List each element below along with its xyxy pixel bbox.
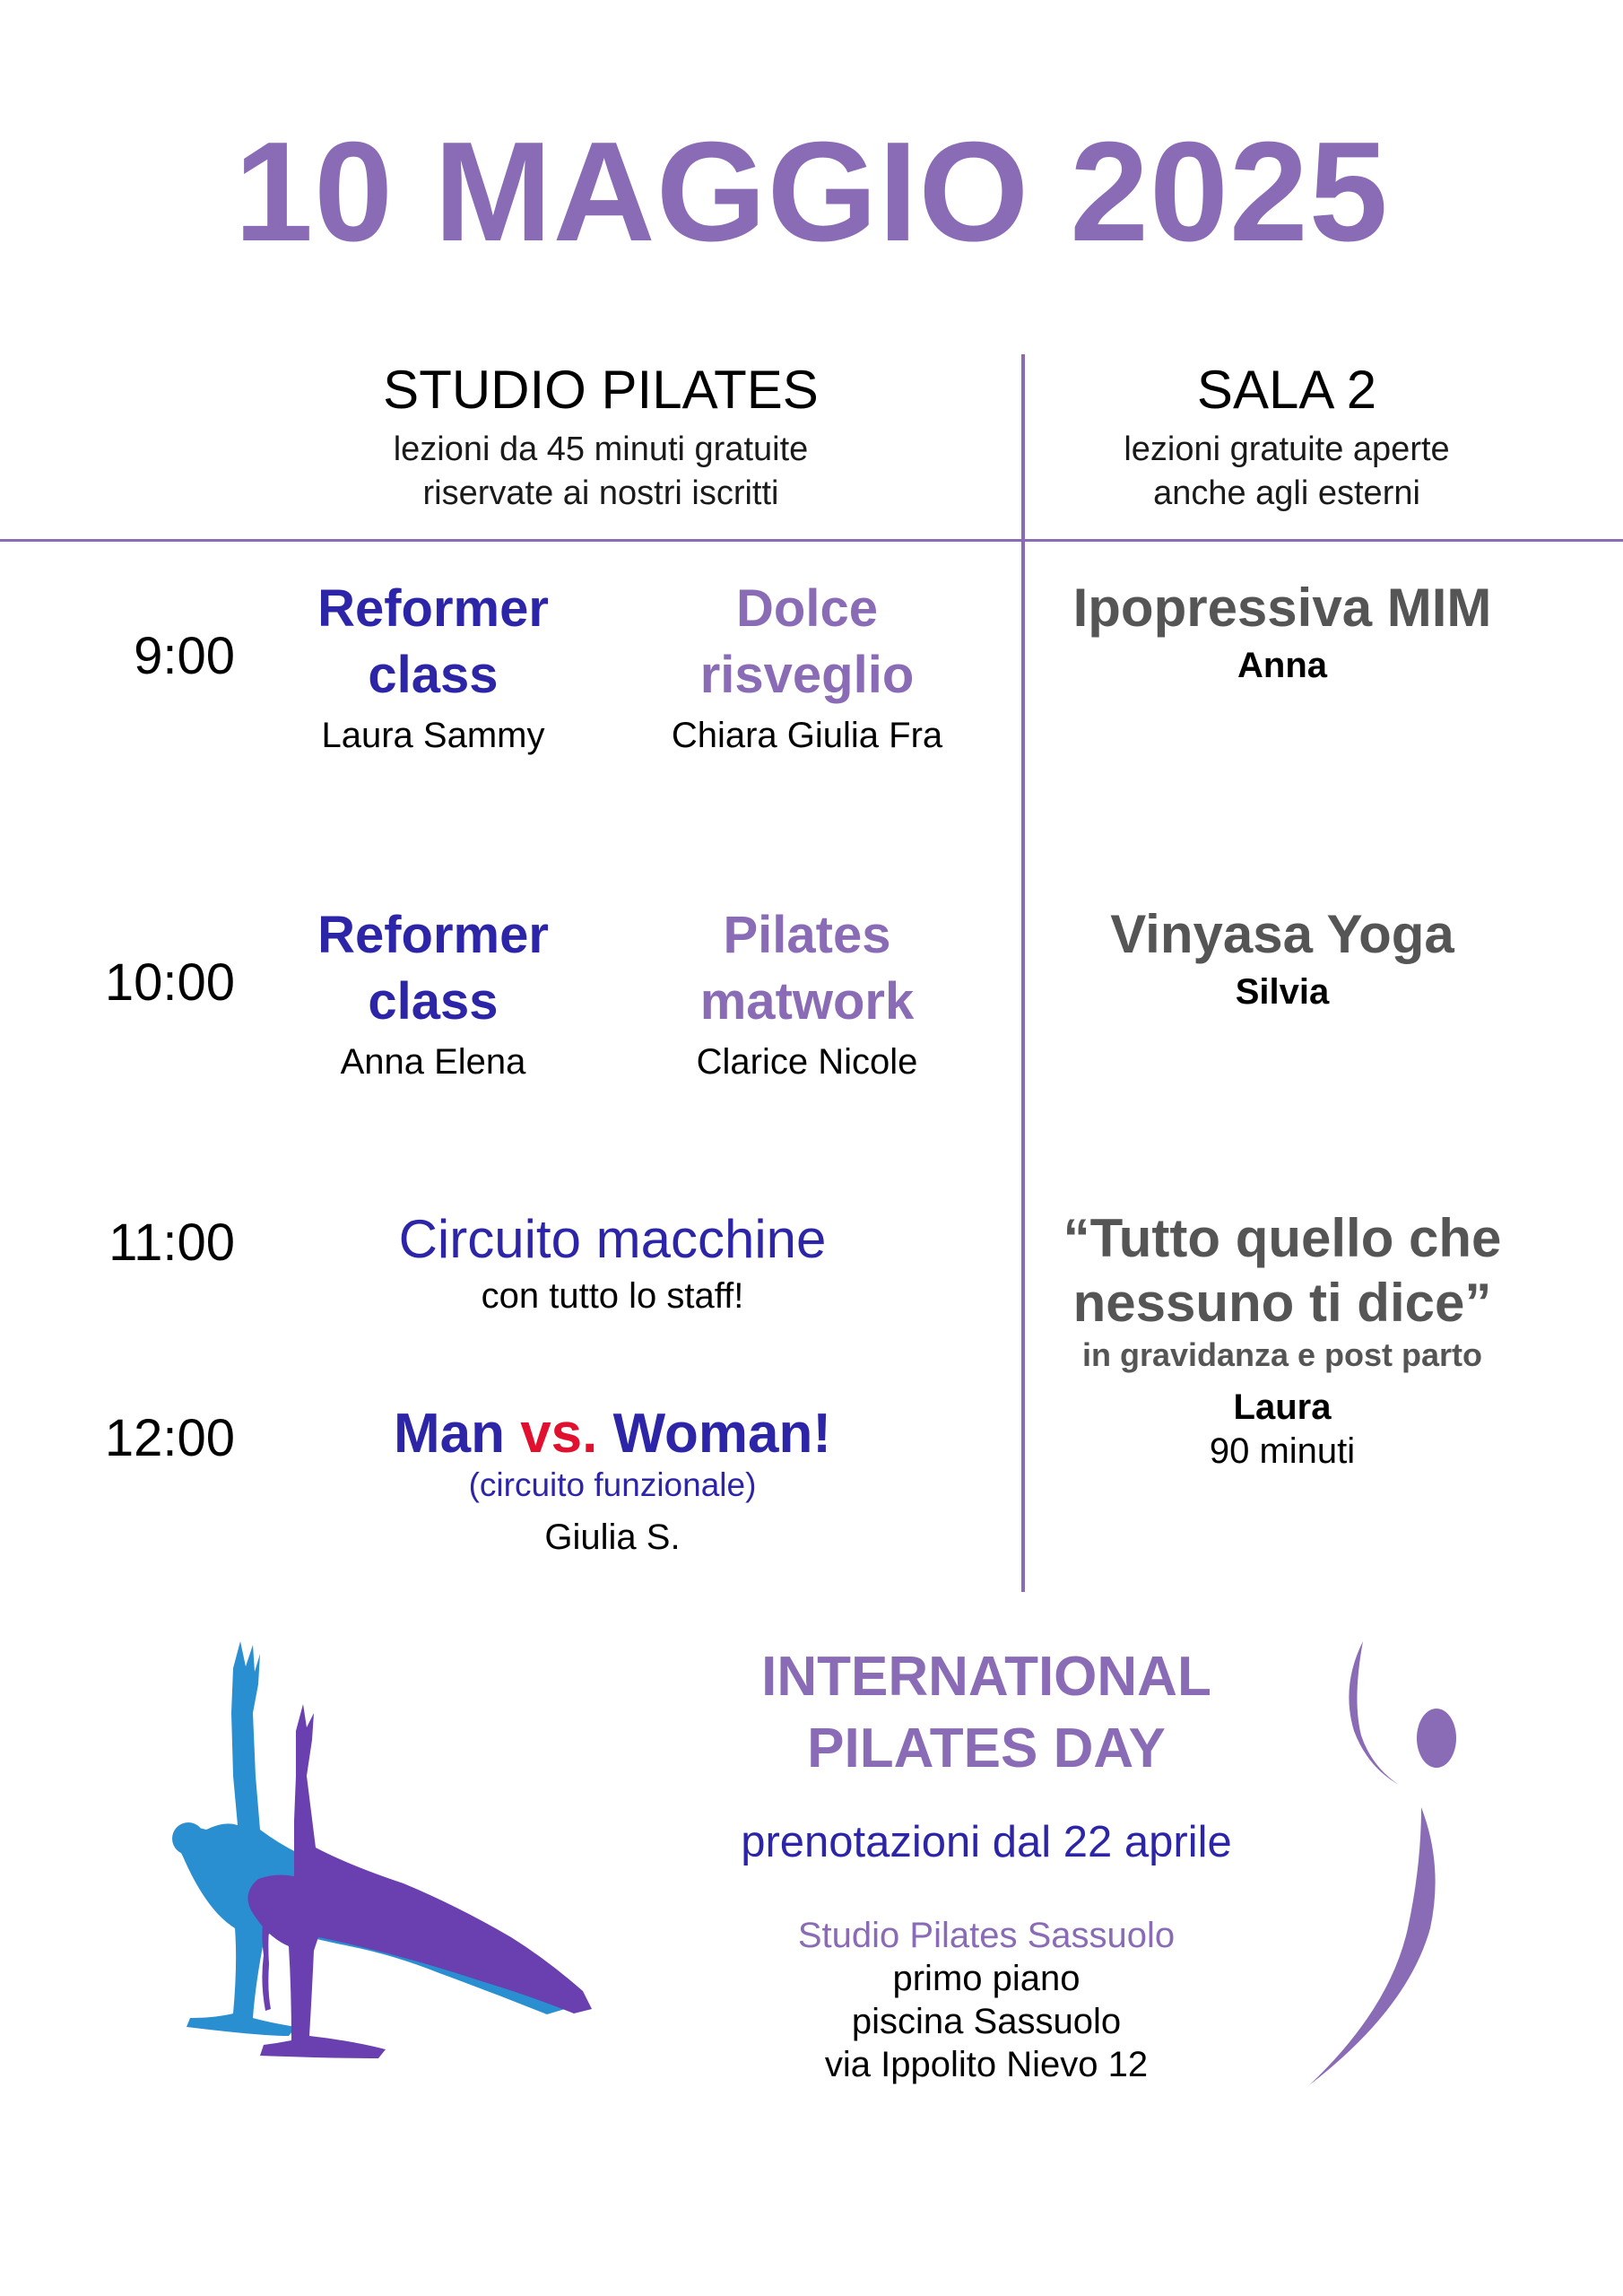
class-pilates-matwork xyxy=(628,902,986,1084)
address-line2: piscina Sassuolo xyxy=(851,2001,1122,2041)
class-dolce-risveglio xyxy=(628,576,986,758)
sala-heading: SALA 2 xyxy=(1196,360,1377,420)
address-line1: primo piano xyxy=(892,1958,1081,1998)
class-title-line1: Reformer xyxy=(317,906,549,964)
class-teacher: Anna Elena xyxy=(340,1042,526,1082)
class-reformer-10 xyxy=(254,902,612,1084)
booking-info: prenotazioni dal 22 aprile xyxy=(741,1818,1232,1866)
logo-upper-arc xyxy=(1349,1641,1399,1785)
class-title-line2: risveglio xyxy=(699,646,915,704)
address-line3: via Ippolito Nievo 12 xyxy=(824,2044,1149,2084)
sala-header xyxy=(1031,360,1542,516)
class-teacher: Chiara Giulia Fra xyxy=(671,716,943,755)
sala-sub-line1: lezioni gratuite aperte xyxy=(1124,430,1450,468)
event-info xyxy=(664,1641,1309,2086)
studio-heading: STUDIO PILATES xyxy=(383,360,819,420)
class-title-line2: class xyxy=(368,972,499,1031)
class-teacher: Giulia S. xyxy=(544,1518,681,1557)
sala-class-duration: 90 minuti xyxy=(1209,1431,1356,1471)
horizontal-divider xyxy=(0,539,1623,542)
sala-class-title-line1: “Tutto quello che xyxy=(1063,1208,1502,1268)
logo-dot xyxy=(1417,1709,1456,1768)
class-teacher: Laura Sammy xyxy=(321,716,545,755)
class-teacher: Clarice Nicole xyxy=(696,1042,918,1082)
class-title-line1: Dolce xyxy=(736,579,878,638)
sala-class-title: Ipopressiva MIM xyxy=(1072,578,1492,638)
class-title-line2: class xyxy=(368,646,499,704)
sala-class-teacher: Silvia xyxy=(1235,972,1330,1012)
sala-class-gravidanza xyxy=(1027,1206,1538,1474)
class-title-part3: Woman! xyxy=(612,1403,832,1465)
class-title: Circuito macchine xyxy=(398,1209,827,1269)
studio-sub-line1: lezioni da 45 minuti gratuite xyxy=(393,430,809,468)
sala-class-title-line2: nessuno ti dice” xyxy=(1072,1273,1492,1333)
pilates-figures-illustration xyxy=(170,1641,619,2099)
time-9: 9:00 xyxy=(134,627,235,685)
studio-name: Studio Pilates Sassuolo xyxy=(797,1915,1176,1955)
class-circuito-macchine xyxy=(254,1206,971,1318)
page-title: 10 MAGGIO 2025 xyxy=(234,113,1389,271)
studio-header xyxy=(242,360,959,516)
studio-sub-line2: riservate ai nostri iscritti xyxy=(422,474,779,512)
sala-class-ipopressiva xyxy=(1040,576,1524,688)
time-12: 12:00 xyxy=(104,1409,235,1467)
time-11: 11:00 xyxy=(108,1213,235,1272)
class-title-line2: matwork xyxy=(699,972,915,1031)
vertical-divider xyxy=(1021,354,1025,1592)
time-10: 10:00 xyxy=(104,953,235,1012)
studio-logo xyxy=(1255,1632,1471,2099)
class-title-line1: Reformer xyxy=(317,579,549,638)
sala-class-teacher: Anna xyxy=(1237,646,1327,685)
class-reformer-9 xyxy=(254,576,612,758)
event-title-line2: PILATES DAY xyxy=(807,1718,1166,1779)
class-subtitle: (circuito funzionale) xyxy=(468,1466,757,1503)
sala-class-vinyasa xyxy=(1040,902,1524,1014)
class-subtitle: con tutto lo staff! xyxy=(481,1276,744,1316)
sala-class-subtitle: in gravidanza e post parto xyxy=(1081,1336,1483,1373)
class-man-vs-woman xyxy=(254,1401,971,1560)
class-title-line1: Pilates xyxy=(723,906,891,964)
sala-class-title: Vinyasa Yoga xyxy=(1110,904,1454,964)
class-title-part1: Man xyxy=(393,1403,505,1465)
class-title-vs: vs. xyxy=(520,1403,598,1465)
event-title-line1: INTERNATIONAL xyxy=(761,1646,1211,1708)
sala-sub-line2: anche agli esterni xyxy=(1153,474,1420,512)
logo-lower-swoosh xyxy=(1309,1807,1436,2085)
sala-class-teacher: Laura xyxy=(1233,1387,1332,1427)
class-title xyxy=(254,1401,971,1467)
